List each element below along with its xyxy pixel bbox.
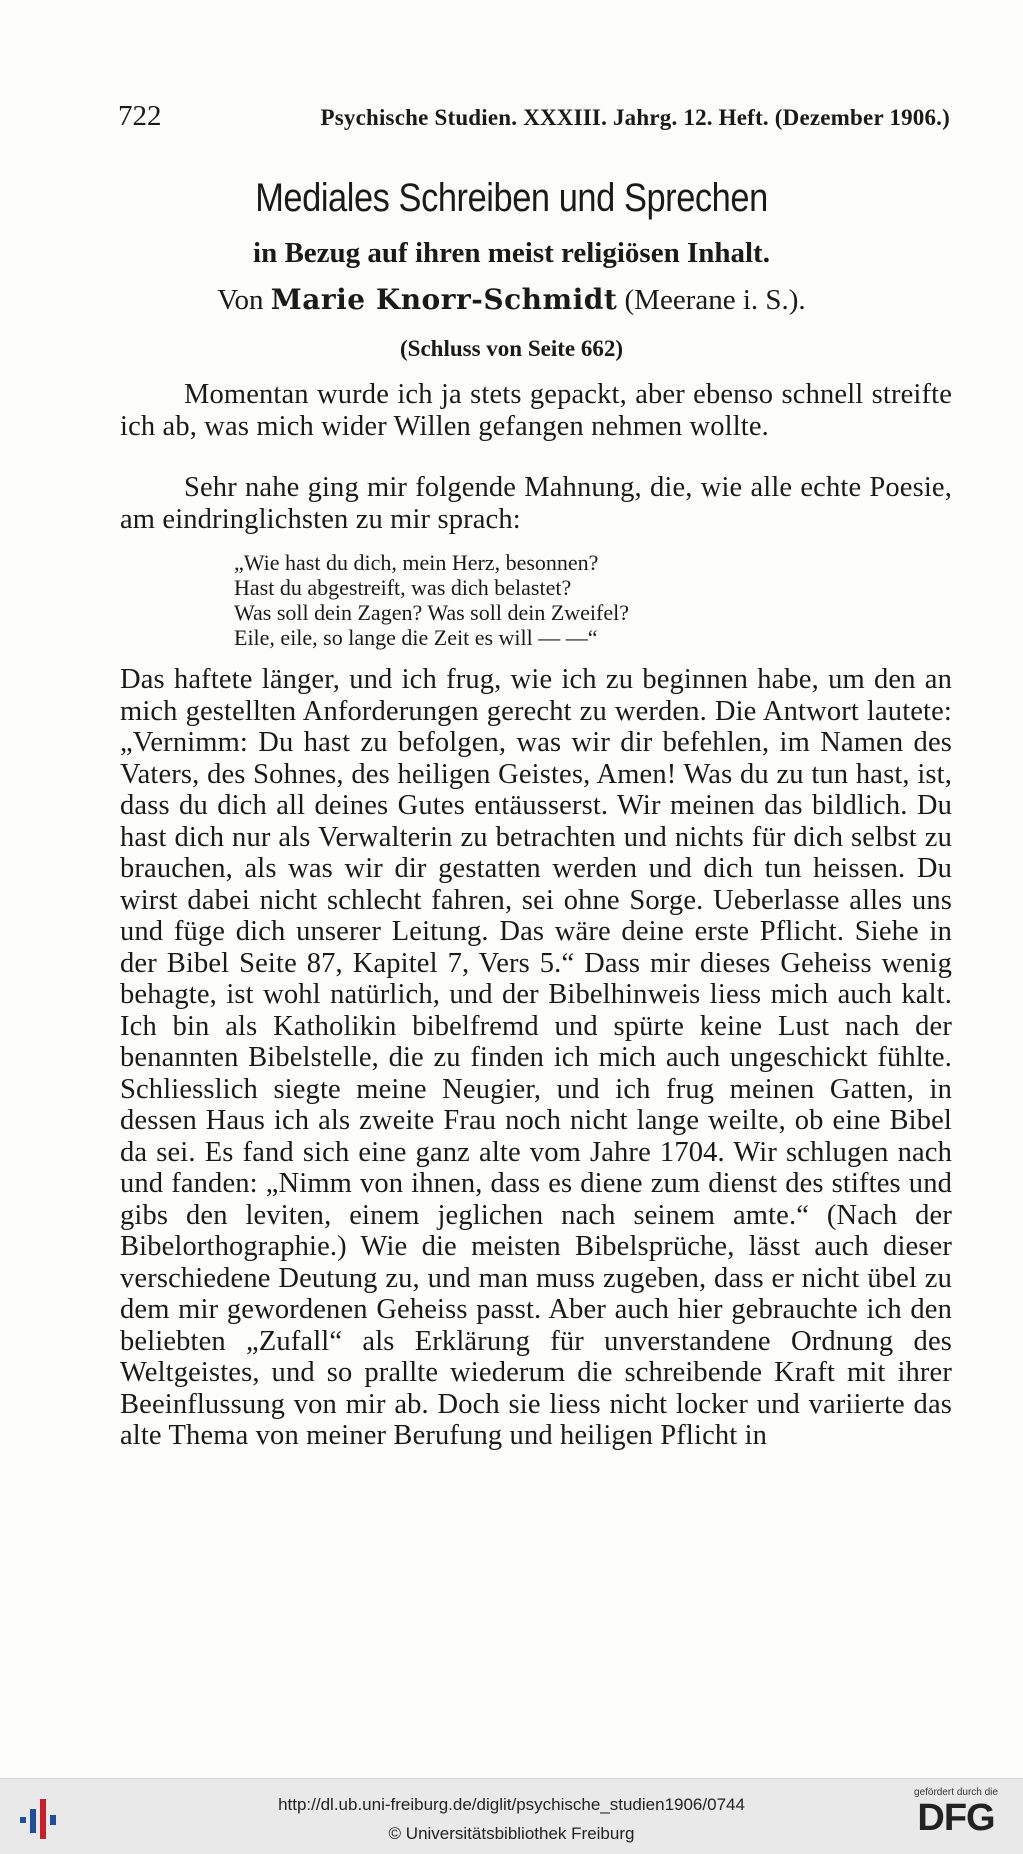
running-head xyxy=(118,100,950,133)
poem-line: Hast du abgestreift, was dich belastet? xyxy=(234,575,572,600)
dfg-funding-note: gefördert durch die xyxy=(914,1787,998,1798)
dfg-logo-icon xyxy=(901,1787,1011,1847)
poem-block xyxy=(234,550,874,650)
paragraph-1: Momentan wurde ich ja stets gepackt, aber ebenso schnell streifte ich ab, was mich wider Willen gefangen nehmen wollte. xyxy=(120,379,952,442)
poem-line: Was soll dein Zagen? Was soll dein Zweifel? xyxy=(234,600,629,625)
permalink-url[interactable]: http://dl.ub.uni-freiburg.de/diglit/psychische_studien1906/0744 xyxy=(278,1795,745,1814)
page-number: 722 xyxy=(118,100,162,132)
author-location: (Meerane i. S.). xyxy=(624,284,806,316)
paragraph-2: Sehr nahe ging mir folgende Mahnung, die, wie alle echte Poesie, am eindringlichsten zu mir sprach: xyxy=(120,472,952,535)
article-title: Mediales Schreiben und Sprechen xyxy=(255,176,768,220)
byline-prefix: Von xyxy=(217,284,264,316)
viewer-footer xyxy=(0,1778,1023,1854)
author-name: Marie Knorr-Schmidt xyxy=(270,283,618,316)
journal-title: Psychische Studien. XXXIII. Jahrg. 12. Heft. (Dezember 1906.) xyxy=(320,105,950,130)
poem-line: Eile, eile, so lange die Zeit es will — —“ xyxy=(234,625,598,650)
poem-line: „Wie hast du dich, mein Herz, besonnen? xyxy=(234,550,599,575)
copyright-notice: © Universitätsbibliothek Freiburg xyxy=(388,1824,635,1843)
byline xyxy=(0,283,1023,317)
dfg-logo-text: DFG xyxy=(917,1797,995,1839)
continuation-note: (Schluss von Seite 662) xyxy=(400,336,623,361)
main-paragraph: Das haftete länger, und ich frug, wie ich zu beginnen habe, um den an mich gestellten Anforderungen gerecht zu werden. Die Antwort lautete: „Vernimm: Du hast zu befolgen, was wir dir befehlen, im Namen des Vaters, des Sohnes, des heiligen Geistes, Amen! Was du zu tun hast, ist, dass du dich all deines Gutes entäusserst. Wir meinen das bildlich. Du hast dich nur als Verwalterin zu betrachten und nichts für dich selbst zu brauchen, als was wir dir gestatten werden und dich tun heissen. Du wirst dabei nicht schlecht fahren, sei ohne Sorge. Ueberlasse alles uns und füge dich unserer Leitung. Das wäre deine erste Pflicht. Siehe in der Bibel Seite 87, Kapitel 7, Vers 5.“ Dass mir dieses Geheiss wenig behagte, ist wohl natürlich, und der Bibelhinweis liess mich auch kalt. Ich bin als Katholikin bibelfremd und spürte keine Lust nach der benannten Bibelstelle, die zu finden ich mich auch ungeschickt fühlte. Schliesslich siegte meine Neugier, und ich frug meinen Gatten, in dessen Haus ich als zweite Frau noch nicht lange weilte, ob eine Bibel da sei. Es fand sich eine ganz alte vom Jahre 1704. Wir schlugen nach und fanden: „Nimm von ihnen, dass es diene zum dienst des stiftes und gibs den leviten, einem jeglichen nach seinem amte.“ (Nach der Bibelorthographie.) Wie die meisten Bibelsprüche, lässt auch dieser verschiedene Deutung zu, und man muss zugeben, dass er nicht übel zu dem mir gewordenen Geheiss passt. Aber auch hier gebrauchte ich den beliebten „Zufall“ als Erklärung für unverstandene Ordnung des Weltgeistes, und so prallte wiederum die schreibende Kraft mit ihrer Beeinflussung von mir ab. Doch sie liess nicht locker und variierte das alte Thema von meiner Berufung und heiligen Pflicht in xyxy=(120,664,952,1451)
article-subtitle: in Bezug auf ihren meist religiösen Inhalt. xyxy=(253,237,770,269)
